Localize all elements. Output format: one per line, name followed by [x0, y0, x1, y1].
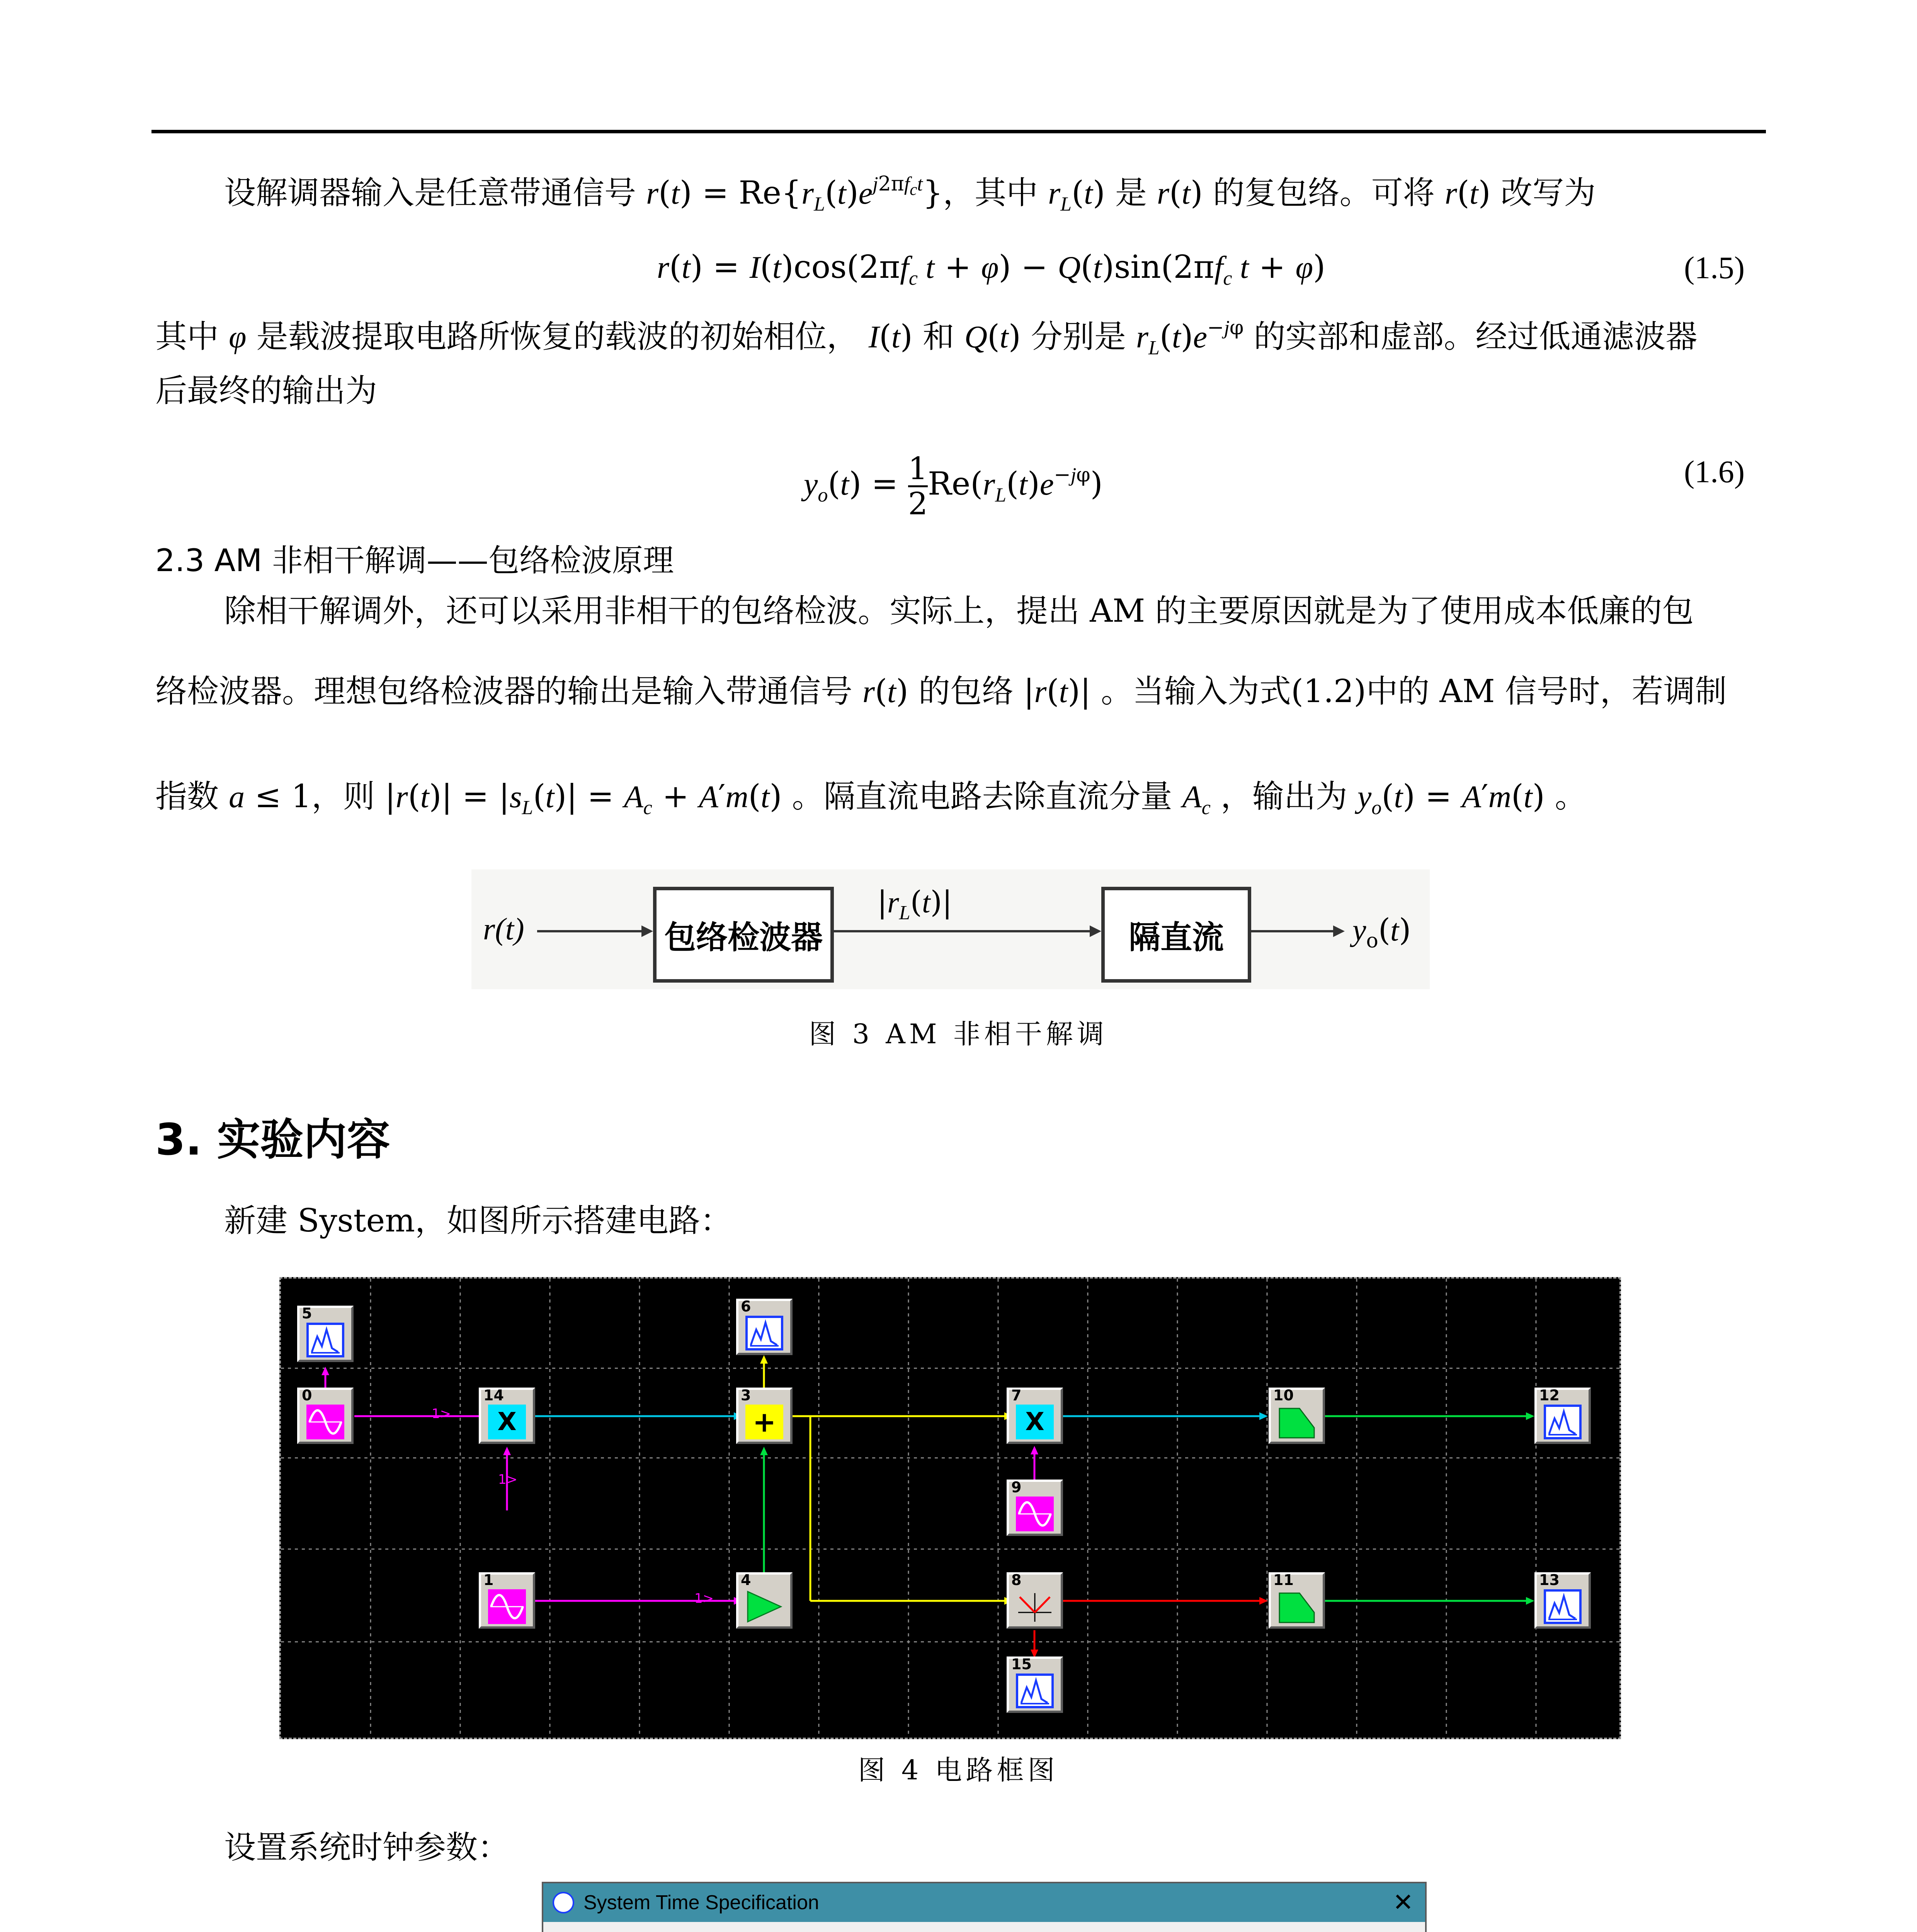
- token-8[interactable]: [1007, 1572, 1063, 1629]
- equation-number-1-5: (1.5): [1684, 250, 1745, 285]
- token-number: 11: [1273, 1571, 1294, 1588]
- sink-plot-icon: [306, 1323, 344, 1357]
- token-number: 0: [302, 1387, 312, 1404]
- sink-plot-icon: [1544, 1589, 1582, 1624]
- token-4[interactable]: [736, 1572, 793, 1629]
- token-10[interactable]: [1269, 1388, 1325, 1444]
- gain-icon: [745, 1589, 783, 1624]
- token-number: 6: [741, 1298, 751, 1315]
- circuit-grid-and-wires: [281, 1279, 1619, 1738]
- paragraph-5: 设置系统时钟参数：: [224, 1829, 510, 1866]
- multiplier-icon: X: [488, 1405, 526, 1439]
- token-0[interactable]: [297, 1388, 354, 1444]
- figure-3-input-label: r(t): [483, 912, 524, 946]
- token-number: 10: [1273, 1387, 1294, 1404]
- token-12[interactable]: [1534, 1388, 1591, 1444]
- figure-3-block-diagram: [471, 869, 1430, 989]
- equation-number-1-6: (1.6): [1684, 454, 1745, 489]
- token-number: 8: [1011, 1571, 1022, 1588]
- figure-4-caption: 图 4 电路框图: [858, 1754, 1059, 1786]
- token-14[interactable]: [479, 1388, 535, 1444]
- token-1[interactable]: [479, 1572, 535, 1629]
- equation-1-5: $r(t) = I(t)\cos(2\pi f_c$ $t + \varphi) - Q(t)\sin(2\pi f_c$ t + φ): [657, 249, 1325, 289]
- section-heading-2-3: 2.3 AM 非相干解调——包络检波原理: [155, 543, 674, 578]
- header-rule: [151, 130, 1766, 133]
- lowpass-filter-icon: [1278, 1589, 1316, 1624]
- paragraph-3-line-2: 络检波器。理想包络检波器的输出是输入带通信号 r(t) 的包络 |r(t)| 。当输入为式(1.2)中的 AM 信号时，若调制: [155, 673, 1727, 710]
- sink-plot-icon: [1016, 1673, 1054, 1708]
- wire-label: 1>: [432, 1406, 451, 1422]
- adder-icon: +: [745, 1405, 783, 1439]
- sink-plot-icon: [1544, 1405, 1582, 1439]
- figure-3-caption: 图 3 AM 非相干解调: [809, 1018, 1108, 1050]
- token-11[interactable]: [1269, 1572, 1325, 1629]
- dialog-title: System Time Specification: [583, 1891, 819, 1914]
- paragraph-1: 设解调器输入是任意带通信号 $r(t) = Re\{r_L(t)e^{j2\pi f_ct}\}$，其中 $r_L(t)$ 是 r(t) 的复包络。可将 r(t) 改写为: [224, 172, 1596, 215]
- token-number: 15: [1011, 1656, 1032, 1673]
- lowpass-filter-icon: [1278, 1405, 1316, 1439]
- token-number: 13: [1539, 1571, 1560, 1588]
- multiplier-icon: X: [1016, 1405, 1054, 1439]
- token-3[interactable]: [736, 1388, 793, 1444]
- close-icon[interactable]: ✕: [1393, 1888, 1414, 1916]
- paragraph-2-line-2: 后最终的输出为: [155, 372, 378, 409]
- token-7[interactable]: [1007, 1388, 1063, 1444]
- sine-source-icon: [1016, 1497, 1054, 1531]
- token-15[interactable]: [1007, 1656, 1063, 1713]
- system-time-dialog: [542, 1882, 1427, 1932]
- paragraph-4: 新建 System，如图所示搭建电路：: [224, 1202, 732, 1239]
- dc-block-block: 隔直流: [1101, 887, 1251, 983]
- figure-3-envelope-label: $|r_L(t)|$: [877, 885, 953, 924]
- rectifier-icon: [1016, 1589, 1054, 1624]
- token-number: 3: [741, 1387, 751, 1404]
- token-number: 4: [741, 1571, 751, 1588]
- paragraph-3-line-1: 除相干解调外，还可以采用非相干的包络检波。实际上，提出 AM 的主要原因就是为了使用成本低廉的包: [224, 593, 1694, 629]
- wire-label: 1>: [498, 1472, 518, 1487]
- sink-plot-icon: [745, 1316, 783, 1350]
- token-number: 12: [1539, 1387, 1560, 1404]
- dialog-title-bar: [543, 1883, 1425, 1922]
- sine-source-icon: [306, 1405, 344, 1439]
- figure-3-output-label: $y_o(t)$: [1352, 912, 1411, 952]
- envelope-detector-block: 包络检波器: [653, 887, 834, 983]
- token-number: 5: [302, 1305, 312, 1322]
- equation-1-6: $y_o(t)$ = $\frac{1}{2}$ $Re(r_L(t)e^{-j\varphi})$: [804, 451, 1103, 522]
- token-number: 9: [1011, 1479, 1022, 1496]
- app-icon: [553, 1892, 574, 1913]
- token-number: 1: [483, 1571, 494, 1588]
- circuit-diagram: [279, 1277, 1621, 1739]
- token-9[interactable]: [1007, 1480, 1063, 1536]
- paragraph-2-line-1: 其中 φ 是载波提取电路所恢复的载波的初始相位， I(t) 和 Q(t) 分别是 $r_L(t)e^{-j\varphi}$ 的实部和虚部。经过低通滤波器: [155, 316, 1698, 359]
- token-number: 7: [1011, 1387, 1022, 1404]
- paragraph-3-line-3: 指数 a ≤ 1，则 $|r(t)| = |s_L(t)| = A_c + A'm(t)$ 。隔直流电路去除直流分量 $A_c$ ，输出为 $y_o(t) = A'm(t)$ 。: [155, 778, 1587, 819]
- token-13[interactable]: [1534, 1572, 1591, 1629]
- sine-source-icon: [488, 1589, 526, 1624]
- wire-label: 1>: [694, 1591, 714, 1606]
- section-heading-3: 3. 实验内容: [155, 1115, 390, 1165]
- token-6[interactable]: [736, 1299, 793, 1355]
- token-number: 14: [483, 1387, 504, 1404]
- token-5[interactable]: [297, 1306, 354, 1362]
